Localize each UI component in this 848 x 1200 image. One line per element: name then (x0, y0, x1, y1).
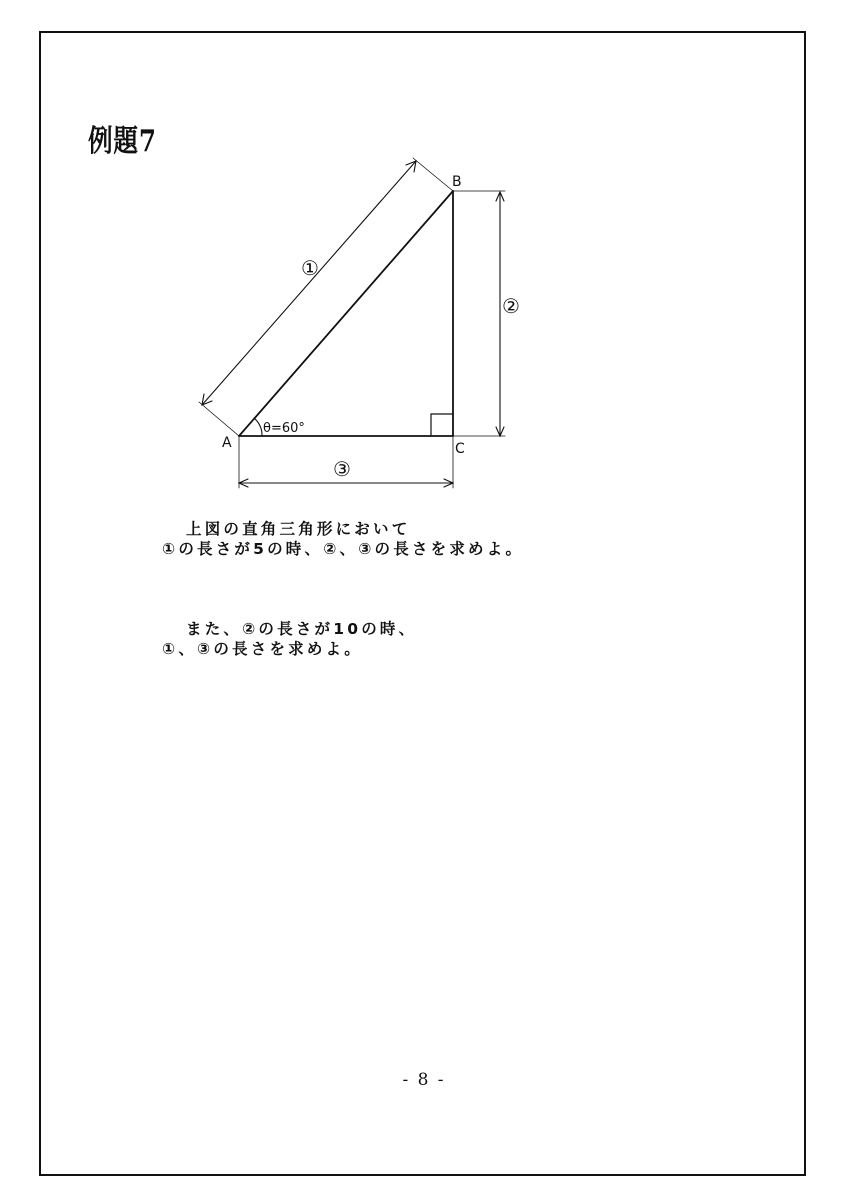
extension-line-1-a (199, 402, 239, 436)
right-angle-marker (431, 414, 453, 436)
vertex-a-label: A (222, 435, 232, 451)
side-2-label: ② (502, 294, 520, 318)
angle-arc (254, 418, 262, 436)
problem-line-2: ①の長さが5の時、②、③の長さを求めよ。 (162, 540, 525, 558)
problem-line-4: ①、③の長さを求めよ。 (162, 640, 363, 658)
problem-line-1: 上図の直角三角形において (186, 520, 411, 538)
extension-line-1-b (413, 158, 453, 191)
dimension-line-1 (202, 161, 416, 405)
page-number: - 8 - (402, 1070, 446, 1090)
angle-label: θ=60° (263, 421, 305, 436)
side-1-label: ① (301, 256, 319, 280)
problem-line-3: また、②の長さが10の時、 (186, 620, 418, 638)
vertex-b-label: B (452, 174, 462, 190)
hypotenuse-ab (239, 191, 453, 436)
vertex-c-label: C (455, 441, 465, 457)
side-3-label: ③ (333, 457, 351, 481)
example-title: 例題7 (88, 124, 157, 159)
